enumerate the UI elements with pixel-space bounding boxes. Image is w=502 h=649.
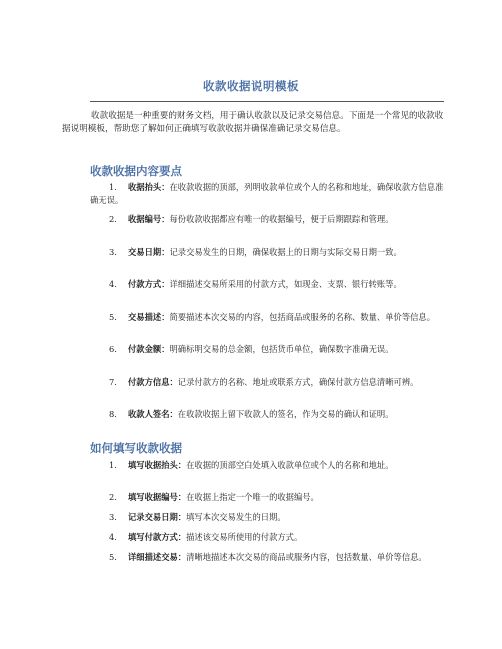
item-key: 付款方信息： (128, 377, 178, 387)
item-number: 3. (109, 512, 117, 522)
item-text: 简要描述本次交易的内容，包括商品或服务的名称、数量、单价等信息。 (169, 312, 436, 322)
item-key: 交易描述： (128, 312, 170, 322)
item-text: 在收据上指定一个唯一的收据编号。 (186, 492, 319, 502)
item-key: 交易日期： (128, 247, 170, 257)
item-text: 描述该交易所使用的付款方式。 (186, 532, 303, 542)
item-key: 收款人签名： (128, 409, 178, 419)
item-number: 4. (109, 279, 117, 289)
title-divider (90, 101, 444, 102)
list-item (90, 376, 444, 389)
section-heading-how-to-fill: 如何填写收款收据 (90, 441, 182, 455)
item-key: 付款方式： (128, 279, 170, 289)
list-item (90, 491, 444, 504)
item-number: 1. (109, 460, 117, 470)
item-key: 填写收据编号： (128, 492, 187, 502)
item-key: 详细描述交易： (128, 552, 187, 562)
item-number: 8. (109, 409, 117, 419)
list-item (90, 278, 444, 291)
item-text: 填写本次交易发生的日期。 (186, 512, 286, 522)
list-item (90, 459, 444, 472)
item-key: 填写付款方式： (128, 532, 187, 542)
list-item (90, 246, 444, 259)
list-item (90, 213, 444, 226)
list-item (90, 343, 444, 356)
item-number: 3. (109, 247, 117, 257)
item-key: 记录交易日期： (128, 512, 187, 522)
item-key: 付款金额： (128, 344, 170, 354)
item-text: 记录付款方的名称、地址或联系方式，确保付款方信息清晰可辨。 (177, 377, 419, 387)
item-text: 在收据的顶部空白处填入收款单位或个人的名称和地址。 (186, 460, 394, 470)
item-text: 明确标明交易的总金额，包括货币单位，确保数字准确无误。 (169, 344, 394, 354)
item-text: 在收款收据的顶部，列明收款单位或个人的名称和地址，确保收款方信息准确无误。 (90, 182, 444, 205)
list-item (90, 181, 444, 207)
list-item (90, 551, 444, 564)
item-text: 记录交易发生的日期，确保收据上的日期与实际交易日期一致。 (169, 247, 402, 257)
item-text: 在收款收据上留下收款人的签名，作为交易的确认和证明。 (177, 409, 394, 419)
item-number: 2. (109, 492, 117, 502)
item-number: 7. (109, 377, 117, 387)
list-item (90, 408, 444, 421)
item-number: 1. (109, 182, 117, 192)
item-key: 收据编号： (128, 214, 170, 224)
document-title: 收款收据说明模板 (203, 79, 299, 93)
item-text: 详细描述交易所采用的付款方式，如现金、支票、银行转账等。 (169, 279, 402, 289)
section-heading-contents: 收款收据内容要点 (90, 164, 182, 178)
item-key: 收据抬头： (128, 182, 170, 192)
intro-paragraph: 收款收据是一种重要的财务文档，用于确认收款以及记录交易信息。下面是一个常见的收款收据说明模板，帮助您了解如何正确填写收款收据并确保准确记录交易信息。 (62, 111, 444, 134)
item-number: 5. (109, 552, 117, 562)
item-text: 清晰地描述本次交易的商品或服务内容，包括数量、单价等信息。 (186, 552, 427, 562)
list-item (90, 311, 444, 324)
item-key: 填写收据抬头： (128, 460, 187, 470)
item-number: 2. (109, 214, 117, 224)
list-item (90, 531, 444, 544)
item-number: 5. (109, 312, 117, 322)
item-number: 6. (109, 344, 117, 354)
item-text: 每份收款收据都应有唯一的收据编号，便于后期跟踪和管理。 (169, 214, 394, 224)
item-number: 4. (109, 532, 117, 542)
list-item (90, 511, 444, 524)
